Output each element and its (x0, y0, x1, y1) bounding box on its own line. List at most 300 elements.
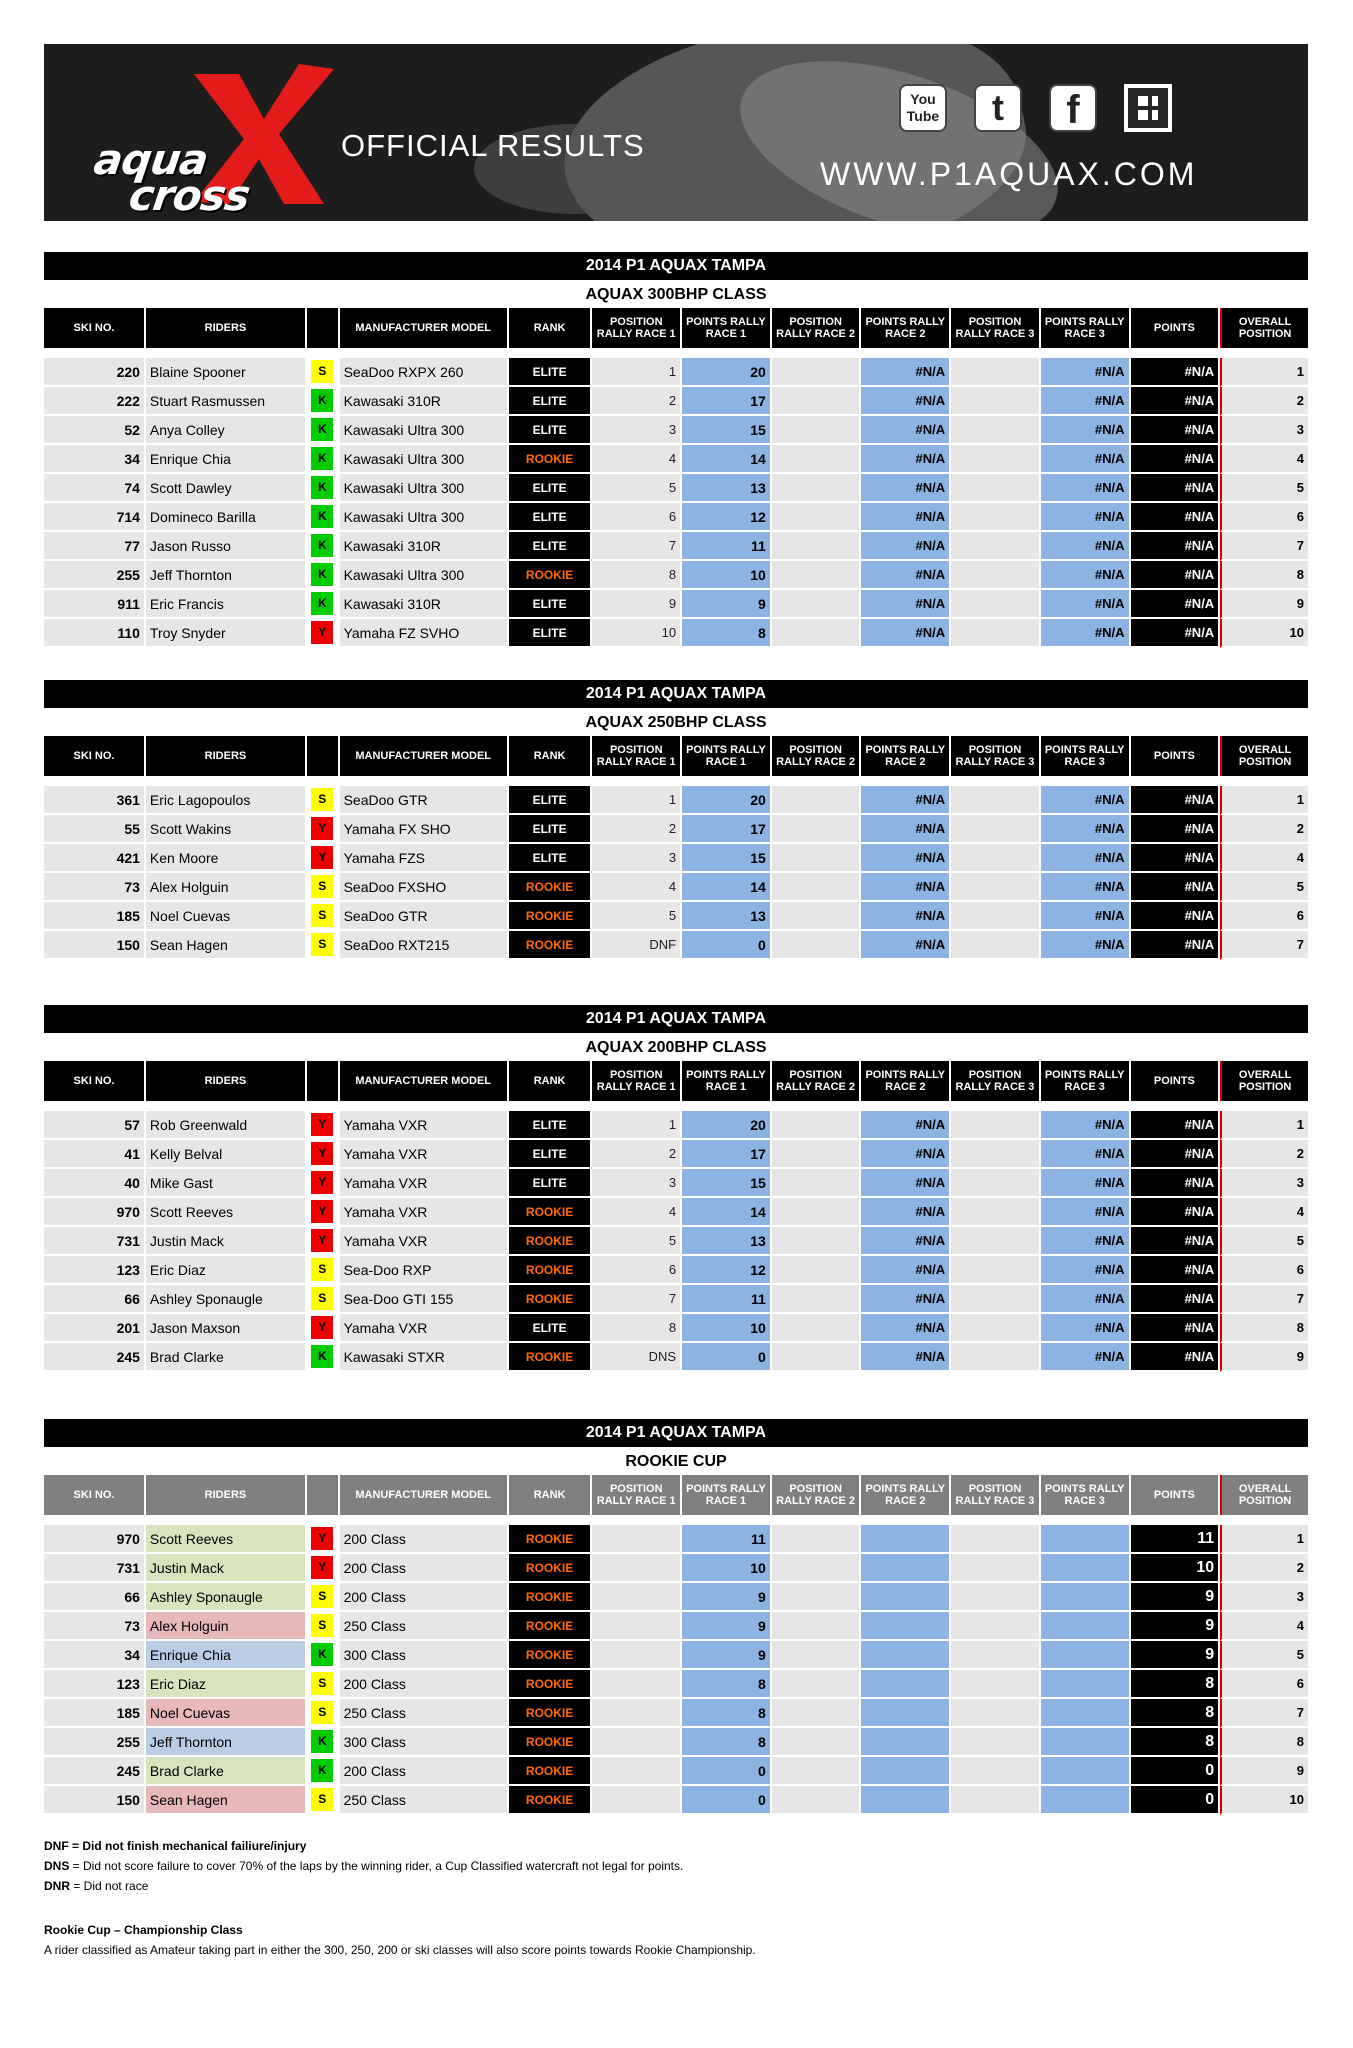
points-race-2: #N/A (861, 503, 949, 532)
brand-badge-icon: K (311, 476, 333, 499)
position-race-2 (772, 815, 860, 844)
position-race-2 (772, 1786, 860, 1815)
column-header[interactable]: SKI NO. (44, 1475, 144, 1515)
column-header[interactable] (307, 1061, 338, 1101)
position-race-2 (772, 590, 860, 619)
table-row[interactable] (44, 844, 1308, 873)
points-race-3: #N/A (1041, 1140, 1129, 1169)
column-header[interactable]: POINTS RALLY RACE 3 (1041, 1475, 1129, 1515)
column-header[interactable]: POSITION RALLY RACE 3 (951, 1475, 1039, 1515)
points-race-3 (1041, 1757, 1129, 1786)
facebook-icon[interactable]: f (1049, 84, 1097, 132)
position-race-3 (951, 786, 1039, 815)
class-title: AQUAX 250BHP CLASS (585, 714, 767, 731)
table-row[interactable] (44, 445, 1308, 474)
brand-badge (307, 1612, 338, 1641)
points-race-2: #N/A (861, 1140, 949, 1169)
overall-position: 2 (1220, 815, 1308, 844)
manufacturer-model: 250 Class (340, 1612, 507, 1641)
column-header[interactable]: RIDERS (146, 308, 305, 348)
overall-position: 3 (1220, 416, 1308, 445)
total-points: 8 (1131, 1670, 1219, 1699)
total-points: 0 (1131, 1786, 1219, 1815)
points-race-2: #N/A (861, 474, 949, 503)
column-header[interactable]: OVERALL POSITION (1220, 308, 1308, 348)
points-race-3: #N/A (1041, 1227, 1129, 1256)
rank-badge: ELITE (509, 1111, 591, 1140)
position-race-2 (772, 1699, 860, 1728)
overall-position: 9 (1220, 1343, 1308, 1372)
total-points: #N/A (1131, 445, 1219, 474)
column-header[interactable]: POSITION RALLY RACE 1 (592, 1061, 680, 1101)
points-race-3: #N/A (1041, 873, 1129, 902)
rider-name: Jason Maxson (146, 1314, 305, 1343)
column-header[interactable]: POINTS (1131, 1061, 1219, 1101)
points-race-2: #N/A (861, 1256, 949, 1285)
ski-number: 731 (44, 1227, 144, 1256)
rider-name: Noel Cuevas (146, 902, 305, 931)
table-row[interactable] (44, 931, 1308, 960)
column-header[interactable]: MANUFACTURER MODEL (340, 308, 507, 348)
manufacturer-model: Yamaha FX SHO (340, 815, 507, 844)
column-header[interactable]: OVERALL POSITION (1220, 1475, 1308, 1515)
position-race-3 (951, 1583, 1039, 1612)
position-race-3 (951, 1111, 1039, 1140)
overall-position: 4 (1220, 445, 1308, 474)
column-header[interactable]: POINTS RALLY RACE 1 (682, 308, 770, 348)
points-race-1: 20 (682, 786, 770, 815)
table-row[interactable] (44, 1757, 1308, 1786)
table-row[interactable] (44, 416, 1308, 445)
column-header[interactable]: SKI NO. (44, 1061, 144, 1101)
rank-badge: ROOKIE (509, 902, 591, 931)
ski-number: 73 (44, 873, 144, 902)
manufacturer-model: 300 Class (340, 1728, 507, 1757)
position-race-1 (592, 1612, 680, 1641)
overall-position: 8 (1220, 1314, 1308, 1343)
ski-number: 110 (44, 619, 144, 648)
points-race-3: #N/A (1041, 931, 1129, 960)
table-row[interactable] (44, 1285, 1308, 1314)
table-row[interactable] (44, 387, 1308, 416)
position-race-1: 6 (592, 503, 680, 532)
brand-badge (307, 1169, 338, 1198)
column-header[interactable]: MANUFACTURER MODEL (340, 1061, 507, 1101)
column-header[interactable]: POINTS RALLY RACE 3 (1041, 1061, 1129, 1101)
ski-number: 245 (44, 1757, 144, 1786)
position-race-2 (772, 416, 860, 445)
points-race-3: #N/A (1041, 1314, 1129, 1343)
manufacturer-model: SeaDoo FXSHO (340, 873, 507, 902)
table-row[interactable] (44, 1198, 1308, 1227)
column-header[interactable]: MANUFACTURER MODEL (340, 736, 507, 776)
table-row[interactable] (44, 532, 1308, 561)
points-race-3: #N/A (1041, 1343, 1129, 1372)
ski-number: 970 (44, 1525, 144, 1554)
position-race-3 (951, 1169, 1039, 1198)
points-race-3 (1041, 1699, 1129, 1728)
column-header[interactable]: POSITION RALLY RACE 3 (951, 1061, 1039, 1101)
table-header-row (44, 308, 1308, 348)
points-race-3: #N/A (1041, 503, 1129, 532)
rider-name: Eric Lagopoulos (146, 786, 305, 815)
note-dnf (44, 1836, 756, 1856)
position-race-2 (772, 1285, 860, 1314)
note-text: = Did not score failure to cover 70% of the laps by the winning rider, a Cup Classified watercraft not legal for points. (69, 1859, 684, 1873)
column-header[interactable]: RANK (509, 1475, 591, 1515)
results-table (42, 308, 1310, 648)
points-race-3 (1041, 1670, 1129, 1699)
points-race-1: 12 (682, 503, 770, 532)
brand-badge (307, 1670, 338, 1699)
column-header[interactable]: POINTS RALLY RACE 3 (1041, 308, 1129, 348)
position-race-3 (951, 1314, 1039, 1343)
manufacturer-model: 200 Class (340, 1757, 507, 1786)
brand-badge (307, 445, 338, 474)
ski-number: 74 (44, 474, 144, 503)
position-race-1: 8 (592, 561, 680, 590)
position-race-1: 3 (592, 844, 680, 873)
total-points: 8 (1131, 1728, 1219, 1757)
table-row[interactable] (44, 786, 1308, 815)
table-row[interactable] (44, 1786, 1308, 1815)
points-race-1: 14 (682, 1198, 770, 1227)
brand-badge (307, 931, 338, 960)
position-race-1: 8 (592, 1314, 680, 1343)
position-race-2 (772, 1670, 860, 1699)
column-header[interactable]: RIDERS (146, 736, 305, 776)
table-row[interactable] (44, 590, 1308, 619)
brand-badge (307, 844, 338, 873)
position-race-3 (951, 561, 1039, 590)
points-race-1: 17 (682, 1140, 770, 1169)
total-points: 9 (1131, 1641, 1219, 1670)
position-race-1 (592, 1641, 680, 1670)
column-header[interactable]: POSITION RALLY RACE 1 (592, 308, 680, 348)
column-header[interactable]: MANUFACTURER MODEL (340, 1475, 507, 1515)
rank-badge: ELITE (509, 532, 591, 561)
manufacturer-model: Kawasaki 310R (340, 387, 507, 416)
column-header[interactable]: POSITION RALLY RACE 3 (951, 308, 1039, 348)
table-row[interactable] (44, 1699, 1308, 1728)
points-race-1: 15 (682, 416, 770, 445)
rider-name: Sean Hagen (146, 931, 305, 960)
points-race-2 (861, 1786, 949, 1815)
points-race-2: #N/A (861, 619, 949, 648)
overall-position: 2 (1220, 1140, 1308, 1169)
position-race-2 (772, 1140, 860, 1169)
points-race-2: #N/A (861, 815, 949, 844)
youtube-icon[interactable] (899, 84, 947, 132)
position-race-1 (592, 1699, 680, 1728)
column-header[interactable]: POSITION RALLY RACE 1 (592, 736, 680, 776)
ski-number: 73 (44, 1612, 144, 1641)
overall-position: 1 (1220, 358, 1308, 387)
rank-badge: ELITE (509, 590, 591, 619)
ski-number: 220 (44, 358, 144, 387)
table-row[interactable] (44, 1314, 1308, 1343)
column-header[interactable] (307, 1475, 338, 1515)
twitter-icon[interactable]: t (974, 84, 1022, 132)
position-race-2 (772, 1343, 860, 1372)
brand-badge-icon: S (311, 1585, 333, 1608)
rider-name: Eric Diaz (146, 1670, 305, 1699)
points-race-2: #N/A (861, 416, 949, 445)
table-header-row (44, 1061, 1308, 1101)
points-race-3: #N/A (1041, 532, 1129, 561)
points-race-1: 0 (682, 1786, 770, 1815)
column-header[interactable]: POINTS RALLY RACE 2 (861, 736, 949, 776)
rider-name: Ashley Sponaugle (146, 1285, 305, 1314)
points-race-2: #N/A (861, 1285, 949, 1314)
results-section-250 (44, 680, 1308, 960)
position-race-1: 6 (592, 1256, 680, 1285)
column-header[interactable]: RIDERS (146, 1475, 305, 1515)
table-row[interactable] (44, 474, 1308, 503)
points-race-2 (861, 1525, 949, 1554)
points-race-2: #N/A (861, 902, 949, 931)
manufacturer-model: 250 Class (340, 1786, 507, 1815)
overall-position: 3 (1220, 1169, 1308, 1198)
column-header[interactable]: POINTS RALLY RACE 2 (861, 308, 949, 348)
overall-position: 5 (1220, 1641, 1308, 1670)
brand-badge-icon: K (311, 389, 333, 412)
rider-name: Alex Holguin (146, 1612, 305, 1641)
points-race-2 (861, 1641, 949, 1670)
manufacturer-model: Yamaha VXR (340, 1227, 507, 1256)
overall-position: 5 (1220, 474, 1308, 503)
ski-number: 361 (44, 786, 144, 815)
position-race-2 (772, 844, 860, 873)
points-race-3: #N/A (1041, 561, 1129, 590)
column-header[interactable]: POINTS RALLY RACE 3 (1041, 736, 1129, 776)
table-row[interactable] (44, 1343, 1308, 1372)
overall-position: 6 (1220, 1256, 1308, 1285)
brand-badge-icon: K (311, 1759, 333, 1782)
points-race-2: #N/A (861, 1169, 949, 1198)
column-header[interactable]: POINTS RALLY RACE 1 (682, 1475, 770, 1515)
column-header[interactable]: POSITION RALLY RACE 2 (772, 1475, 860, 1515)
column-header[interactable]: RIDERS (146, 1061, 305, 1101)
rank-badge: ELITE (509, 416, 591, 445)
column-header[interactable]: POINTS RALLY RACE 2 (861, 1475, 949, 1515)
position-race-3 (951, 619, 1039, 648)
column-header[interactable] (307, 736, 338, 776)
column-header[interactable]: SKI NO. (44, 736, 144, 776)
rank-badge: ELITE (509, 815, 591, 844)
brand-badge (307, 1140, 338, 1169)
position-race-2 (772, 1256, 860, 1285)
brand-badge-icon: K (311, 1345, 333, 1368)
position-race-2 (772, 1757, 860, 1786)
column-header[interactable]: POSITION RALLY RACE 2 (772, 736, 860, 776)
manufacturer-model: Yamaha FZ SVHO (340, 619, 507, 648)
column-header[interactable]: POSITION RALLY RACE 3 (951, 736, 1039, 776)
rank-badge: ROOKIE (509, 1285, 591, 1314)
column-header[interactable]: POINTS (1131, 736, 1219, 776)
brand-badge (307, 1256, 338, 1285)
column-header[interactable]: OVERALL POSITION (1220, 1061, 1308, 1101)
column-header[interactable]: RANK (509, 1061, 591, 1101)
position-race-1: 3 (592, 416, 680, 445)
brand-badge-icon: S (311, 1614, 333, 1637)
rider-name: Noel Cuevas (146, 1699, 305, 1728)
column-header[interactable]: POSITION RALLY RACE 2 (772, 308, 860, 348)
brand-badge-icon: S (311, 933, 333, 956)
table-row[interactable] (44, 503, 1308, 532)
table-row[interactable] (44, 1612, 1308, 1641)
aquacross-logo[interactable] (87, 135, 257, 220)
brand-badge (307, 1111, 338, 1140)
rider-name: Mike Gast (146, 1169, 305, 1198)
note-key: DNF (44, 1839, 69, 1853)
total-points: 0 (1131, 1757, 1219, 1786)
table-row[interactable] (44, 1641, 1308, 1670)
column-header[interactable]: RANK (509, 736, 591, 776)
rank-badge: ROOKIE (509, 1612, 591, 1641)
manufacturer-model: 250 Class (340, 1699, 507, 1728)
total-points: #N/A (1131, 387, 1219, 416)
table-row[interactable] (44, 902, 1308, 931)
column-header[interactable]: POINTS (1131, 1475, 1219, 1515)
position-race-1 (592, 1757, 680, 1786)
table-row[interactable] (44, 561, 1308, 590)
position-race-2 (772, 503, 860, 532)
position-race-2 (772, 1612, 860, 1641)
column-header[interactable]: OVERALL POSITION (1220, 736, 1308, 776)
position-race-3 (951, 1525, 1039, 1554)
position-race-3 (951, 1612, 1039, 1641)
rank-badge: ROOKIE (509, 873, 591, 902)
position-race-1: 2 (592, 815, 680, 844)
column-header[interactable]: POINTS RALLY RACE 2 (861, 1061, 949, 1101)
rider-name: Jeff Thornton (146, 561, 305, 590)
website-link[interactable]: WWW.P1AQUAX.COM (820, 156, 1198, 192)
brand-badge (307, 561, 338, 590)
position-race-2 (772, 902, 860, 931)
column-header[interactable]: RANK (509, 308, 591, 348)
table-row[interactable] (44, 815, 1308, 844)
column-header[interactable]: POINTS (1131, 308, 1219, 348)
brand-badge-icon: Y (311, 846, 333, 869)
total-points: #N/A (1131, 873, 1219, 902)
overall-position: 8 (1220, 561, 1308, 590)
ski-number: 245 (44, 1343, 144, 1372)
points-race-3: #N/A (1041, 1285, 1129, 1314)
ski-number: 40 (44, 1169, 144, 1198)
points-race-2: #N/A (861, 561, 949, 590)
position-race-3 (951, 1198, 1039, 1227)
column-header[interactable]: SKI NO. (44, 308, 144, 348)
table-row[interactable] (44, 619, 1308, 648)
column-header[interactable]: POSITION RALLY RACE 1 (592, 1475, 680, 1515)
position-race-1 (592, 1670, 680, 1699)
table-row[interactable] (44, 1670, 1308, 1699)
manufacturer-model: Yamaha VXR (340, 1169, 507, 1198)
table-row[interactable] (44, 1169, 1308, 1198)
overall-position: 6 (1220, 902, 1308, 931)
rider-name: Troy Snyder (146, 619, 305, 648)
position-race-1: 2 (592, 387, 680, 416)
position-race-3 (951, 1140, 1039, 1169)
overall-position: 3 (1220, 1583, 1308, 1612)
points-race-2: #N/A (861, 931, 949, 960)
points-race-1: 8 (682, 1670, 770, 1699)
column-header[interactable]: POINTS RALLY RACE 1 (682, 736, 770, 776)
brand-badge (307, 1198, 338, 1227)
points-race-2 (861, 1699, 949, 1728)
overall-position: 7 (1220, 1285, 1308, 1314)
position-race-3 (951, 902, 1039, 931)
rider-name: Jason Russo (146, 532, 305, 561)
position-race-1: 4 (592, 873, 680, 902)
table-row[interactable] (44, 1227, 1308, 1256)
brand-badge-icon: Y (311, 1229, 333, 1252)
table-row[interactable] (44, 358, 1308, 387)
rank-badge: ELITE (509, 474, 591, 503)
rank-badge: ROOKIE (509, 1728, 591, 1757)
table-row[interactable] (44, 1140, 1308, 1169)
rookie-cup-title: Rookie Cup – Championship Class (44, 1923, 243, 1937)
position-race-1: 7 (592, 532, 680, 561)
column-header[interactable]: POSITION RALLY RACE 2 (772, 1061, 860, 1101)
points-race-2 (861, 1670, 949, 1699)
position-race-3 (951, 873, 1039, 902)
table-row[interactable] (44, 1111, 1308, 1140)
rank-badge: ELITE (509, 1140, 591, 1169)
table-row[interactable] (44, 1554, 1308, 1583)
brand-badge (307, 532, 338, 561)
table-row[interactable] (44, 1728, 1308, 1757)
rider-name: Alex Holguin (146, 873, 305, 902)
table-row[interactable] (44, 873, 1308, 902)
page-title: OFFICIAL RESULTS (341, 128, 645, 163)
brand-badge-icon: S (311, 1287, 333, 1310)
position-race-1: 4 (592, 445, 680, 474)
brand-badge (307, 358, 338, 387)
qr-code-icon[interactable] (1124, 84, 1172, 132)
position-race-3 (951, 1256, 1039, 1285)
points-race-1: 14 (682, 873, 770, 902)
brand-badge (307, 387, 338, 416)
brand-badge-icon: K (311, 563, 333, 586)
position-race-1: DNS (592, 1343, 680, 1372)
total-points: #N/A (1131, 786, 1219, 815)
manufacturer-model: 200 Class (340, 1670, 507, 1699)
manufacturer-model: 200 Class (340, 1554, 507, 1583)
rank-badge: ELITE (509, 387, 591, 416)
position-race-3 (951, 931, 1039, 960)
position-race-2 (772, 1641, 860, 1670)
column-header[interactable]: POINTS RALLY RACE 1 (682, 1061, 770, 1101)
brand-badge-icon: K (311, 1730, 333, 1753)
ski-number: 255 (44, 561, 144, 590)
overall-position: 7 (1220, 532, 1308, 561)
table-row[interactable] (44, 1525, 1308, 1554)
table-row[interactable] (44, 1256, 1308, 1285)
table-row[interactable] (44, 1583, 1308, 1612)
brand-badge (307, 1343, 338, 1372)
points-race-1: 13 (682, 902, 770, 931)
points-race-3 (1041, 1583, 1129, 1612)
position-race-3 (951, 387, 1039, 416)
points-race-1: 20 (682, 358, 770, 387)
rider-name: Justin Mack (146, 1554, 305, 1583)
ski-number: 34 (44, 445, 144, 474)
total-points: #N/A (1131, 358, 1219, 387)
brand-badge-icon: S (311, 1788, 333, 1811)
column-header[interactable] (307, 308, 338, 348)
